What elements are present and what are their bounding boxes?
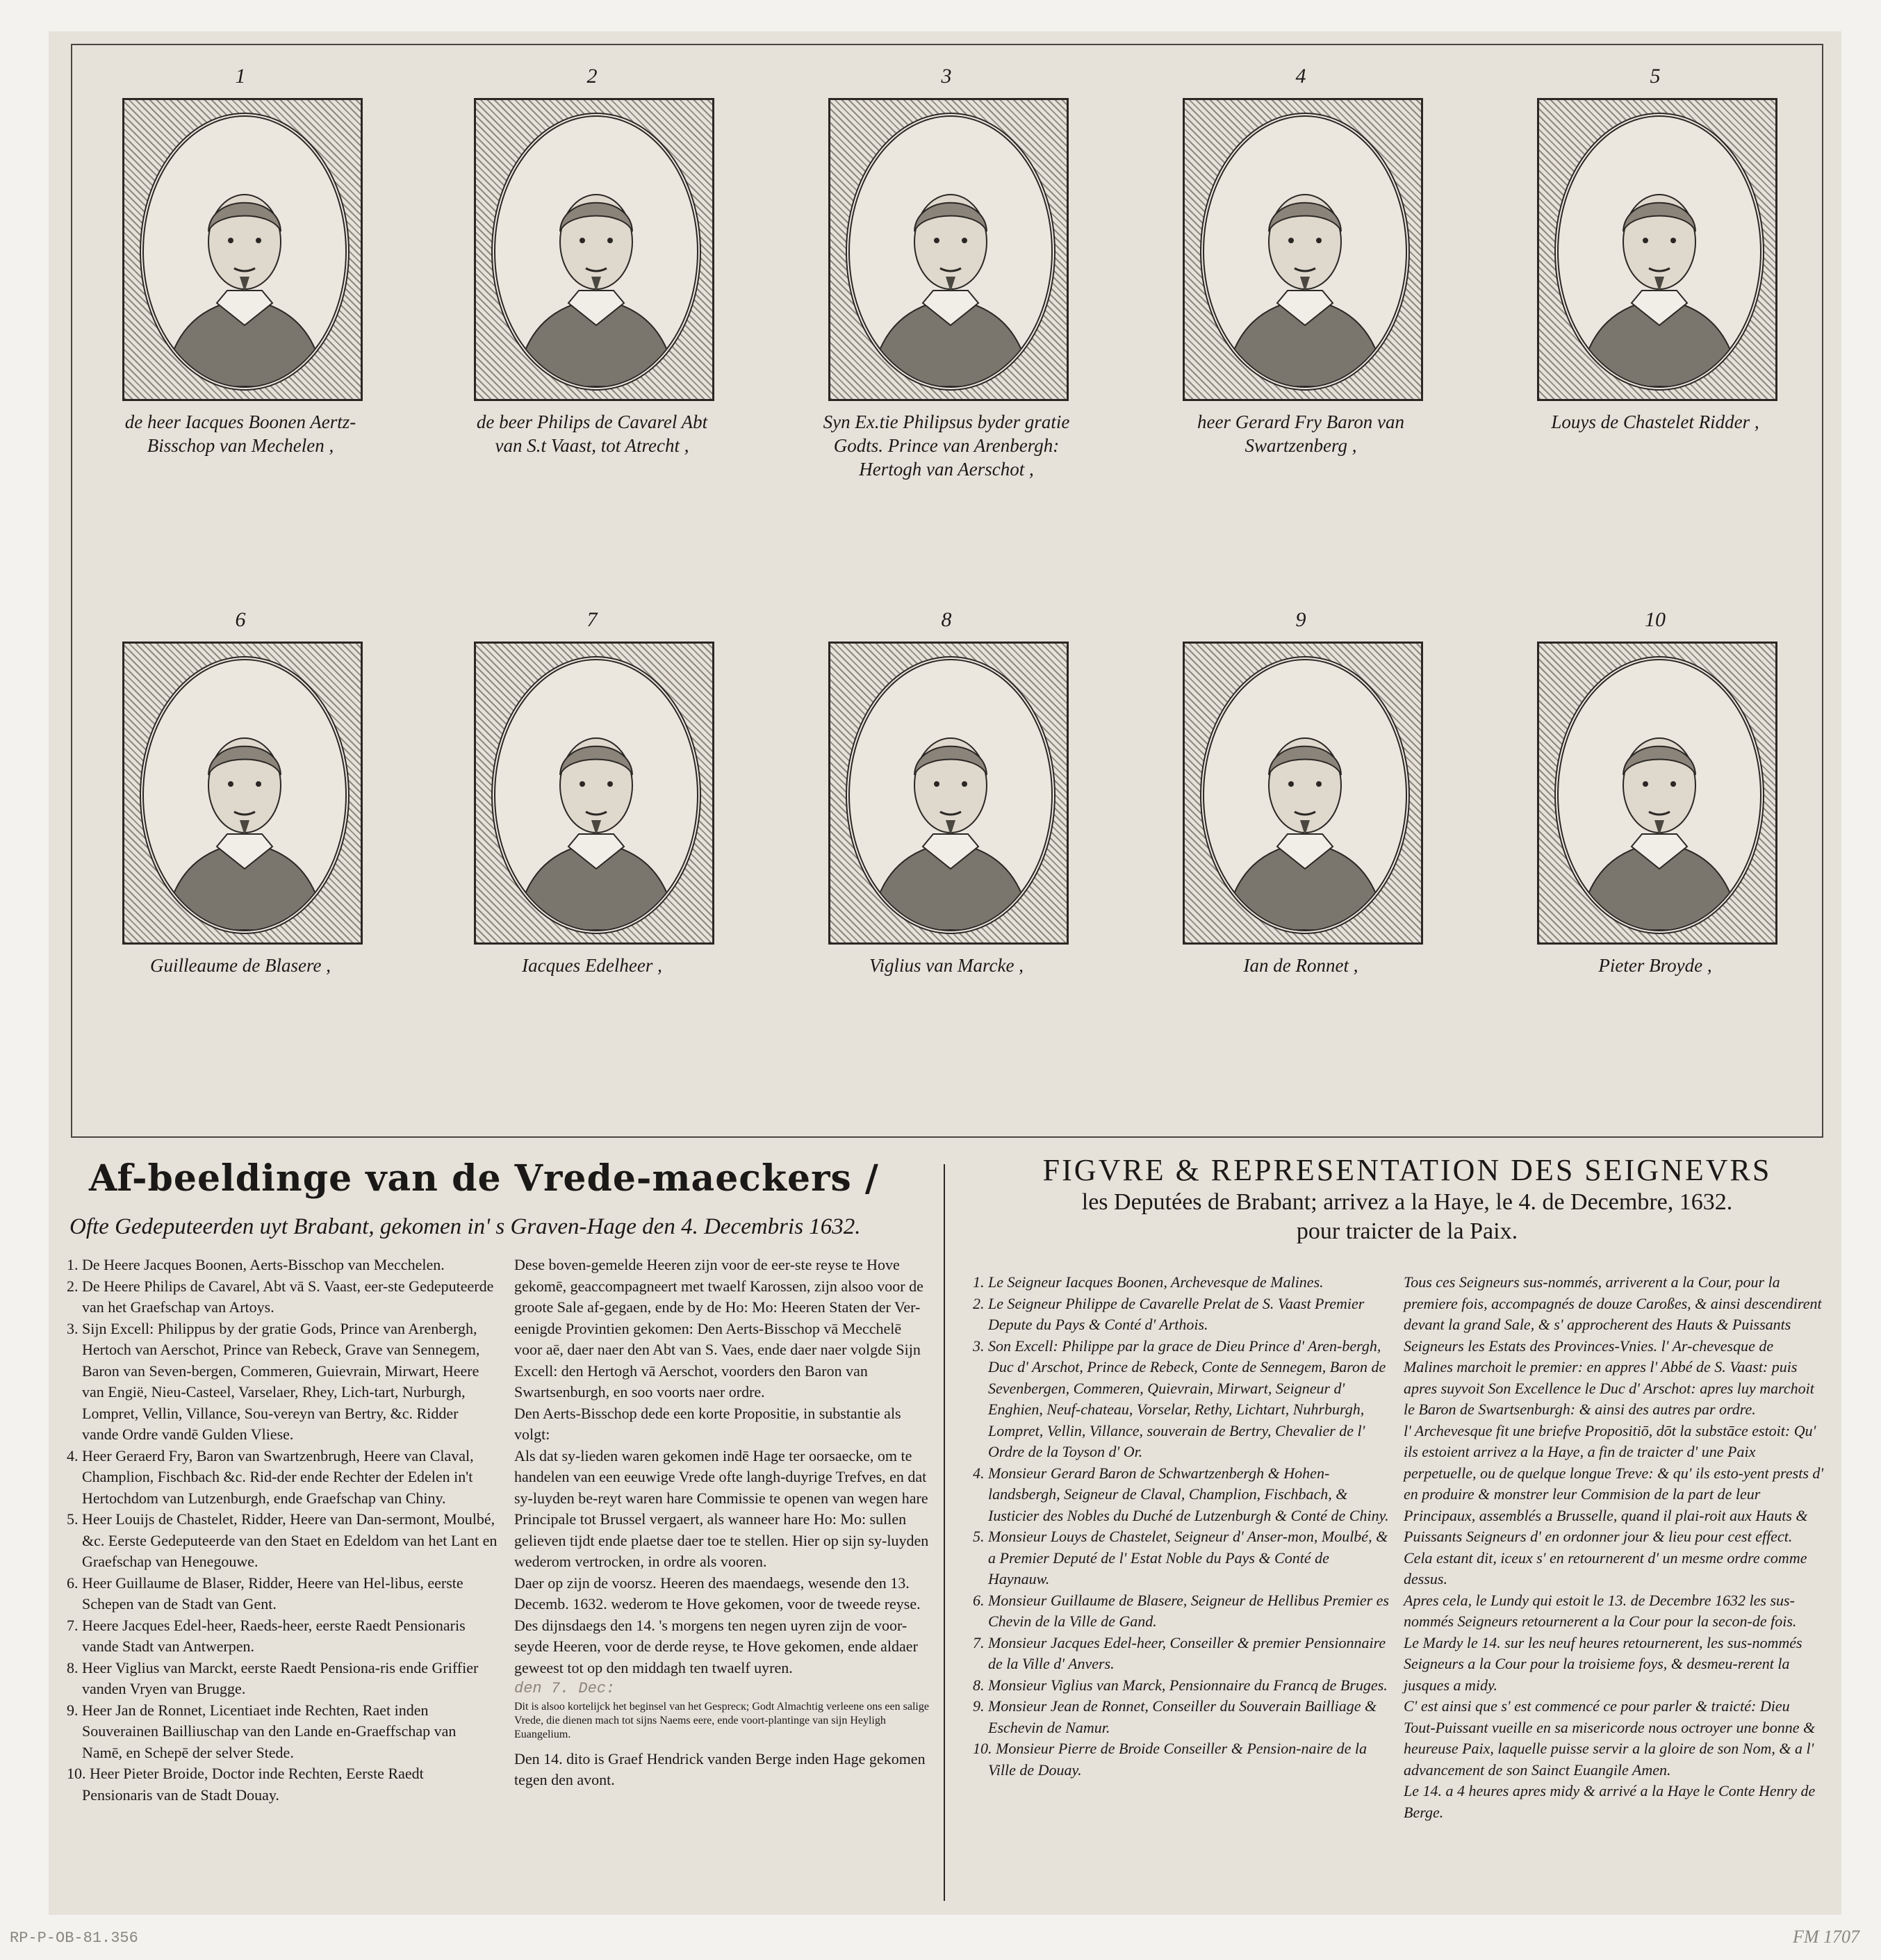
dutch-paragraph: Als dat sy-lieden waren gekomen indē Hage ter oorsaecke, om te handelen van een eeuwige Vrede ofte langh-duyrige Trefves, en dat sy-luyden be-reyt waren hare Commissie te openen van wegen hare Principale tot Brussel vergaert, als wanneer hare Ho: Mo: sullen gelieven tijdt ende plaetse daer toe te stellen. Hier op sijn sy-luyden wederom vertrocken, in ordre als vooren. <box>514 1446 929 1570</box>
inventory-stamp: RP-P-OB-81.356 <box>10 1929 138 1947</box>
portrait-frame <box>1537 642 1777 945</box>
portrait-frame <box>828 98 1069 401</box>
portrait-caption: Pieter Broyde , <box>1598 955 1712 976</box>
dutch-list-item: 3. Sijn Excell: Philippus by der gratie Gods, Prince van Arenbergh, Hertoch van Aerschot, Prince van Rebeck, Grave van Sennegem, Baron van Seven-bergen, Commeren, Guievrain, Mirwart, Heere van Engië, Nieu-Casteel, Varselaer, Rhey, Lich-tart, Nurburgh, Lompret, Vellin, Villance, Sou-vereyn van Bertry, &c. Ridder vande Ordre vandē Gulden Vliese. <box>67 1319 480 1443</box>
bust-icon <box>495 660 697 930</box>
portrait-oval <box>491 113 701 391</box>
dutch-list-item: 1. De Heere Jacques Boonen, Aerts-Bisschop van Mecchelen. <box>67 1256 445 1273</box>
portrait-oval <box>140 656 350 934</box>
bust-icon <box>1559 660 1760 930</box>
print-sheet <box>49 31 1841 1915</box>
dutch-list-item: 9. Heer Jan de Ronnet, Licentiaet inde Rechten, Raet inden Souverainen Bailliuschap van den Lande en-Graeffschap van Namē, en Schepē der selver Stede. <box>67 1701 457 1761</box>
bust-icon <box>144 117 345 386</box>
dutch-list-item: 6. Heer Guillaume de Blaser, Ridder, Heere van Hel-libus, eerste Schepen van de Stadt van Gent. <box>67 1574 463 1612</box>
portrait-oval <box>1554 656 1764 934</box>
portrait-oval <box>140 113 350 391</box>
portrait-oval <box>1554 113 1764 391</box>
dutch-list-item: 7. Heere Jacques Edel-heer, Raeds-heer, eerste Raedt Pensionaris vande Stadt van Antwerpen. <box>67 1616 466 1655</box>
portrait-frame <box>474 642 714 945</box>
dutch-paragraph: Den Aerts-Bisschop dede een korte Propositie, in substantie als volgt: <box>514 1404 901 1443</box>
portrait-number: 8 <box>941 608 952 631</box>
portrait-caption: Guilleaume de Blasere , <box>150 955 331 976</box>
dutch-subtitle: Ofte Gedeputeerden uyt Brabant, gekomen in' s Graven-Hage den 4. Decembris 1632. <box>69 1214 861 1239</box>
french-subtitle <box>973 1188 1841 1246</box>
portrait-number: 4 <box>1295 65 1306 88</box>
dutch-title: Af-beeldinge van de Vrede-maeckers / <box>89 1157 879 1200</box>
portrait-frame <box>1183 98 1423 401</box>
french-list-item: 5. Monsieur Louys de Chastelet, Seigneur d' Anser-mon, Moulbé, & a Premier Deputé de l' Estat Noble du Pays & Conté de Haynauw. <box>973 1528 1388 1587</box>
french-list-item: 8. Monsieur Viglius van Marck, Pensionnaire du Francq de Bruges. <box>973 1676 1388 1694</box>
dutch-list-item: 2. De Heere Philips de Cavarel, Abt vā S. Vaast, eer-ste Gedeputeerde van het Graefschap van Artoys. <box>67 1277 494 1316</box>
portrait-caption: Viglius van Marcke , <box>869 955 1024 976</box>
portrait-number: 6 <box>235 608 246 631</box>
portrait-frame <box>474 98 714 401</box>
bust-icon <box>495 117 697 386</box>
portrait-number: 3 <box>941 65 952 88</box>
french-list-item: 6. Monsieur Guillaume de Blasere, Seigneur de Hellibus Premier es Chevin de la Ville de Gand. <box>973 1591 1389 1630</box>
portrait-frame <box>828 642 1069 945</box>
bust-icon <box>1204 660 1406 930</box>
french-paragraph: Le 14. a 4 heures apres midy & arrivé a la Haye le Conte Henry de Berge. <box>1404 1782 1816 1821</box>
dutch-list-item: 8. Heer Viglius van Marckt, eerste Raedt Pensiona-ris ende Griffier vanden Vryen van Brugge. <box>67 1658 479 1697</box>
portrait-frame <box>122 642 363 945</box>
french-list-item: 4. Monsieur Gerard Baron de Schwartzenbergh & Hohen-landsbergh, Seigneur de Claval, Champlion, Fischbach, & Iusticier des Nobles du Duché de Lutzenburgh & Conté de Chiny. <box>973 1464 1389 1524</box>
portrait-plate <box>71 44 1823 1138</box>
portrait-oval <box>1200 113 1410 391</box>
portrait-frame <box>122 98 363 401</box>
column-divider <box>944 1164 945 1901</box>
dutch-list-item: 10. Heer Pieter Broide, Doctor inde Rechten, Eerste Raedt Pensionaris van de Stadt Douay. <box>67 1765 424 1804</box>
dutch-list <box>67 1255 498 1806</box>
dutch-list-item: 4. Heer Geraerd Fry, Baron van Swartzenbrugh, Heere van Claval, Champlion, Fischbach &c. Rid-der ende Rechter der Edelen in't Hertochdom van Lutzenburgh, ende Graefschap van Chiny. <box>67 1446 474 1507</box>
french-list-item: 3. Son Excell: Philippe par la grace de Dieu Prince d' Aren-bergh, Duc d' Arschot, Prince de Rebeck, Conte de Sennegem, Baron de Sevenbergen, Commeren, Quievrain, Mirwart, Seigneur d' Enghien, Neuf-chateau, Vorselar, Rethy, Lichtart, Nuhrburgh, Lompret, Vellin, Villance, souverain de Bertry, Chevalier de l' Ordre de la Toyson d' Or. <box>973 1337 1386 1460</box>
dutch-list-item: 5. Heer Louijs de Chastelet, Ridder, Heere van Dan-sermont, Moulbé, &c. Eerste Gedeputeerde van den Staet en Edeldom van het Lant en Graefschap van Henegouwe. <box>67 1510 498 1570</box>
french-list <box>973 1272 1390 1781</box>
text-area <box>49 1143 1841 1915</box>
portrait-caption: Louys de Chastelet Ridder , <box>1551 411 1759 432</box>
portrait-frame <box>1537 98 1777 401</box>
collection-mark: FM 1707 <box>1793 1927 1860 1947</box>
french-paragraph: C' est ainsi que s' est commencé ce pour parler & traicté: Dieu Tout-Puissant vueille en sa misericorde nous octroyer une bonne & heureuse Paix, laquelle puisse servir a la gloire de son Nom, & a l' advancement de son Sainct Euangile Amen. <box>1404 1697 1816 1779</box>
french-paragraph: Tous ces Seigneurs sus-nommés, arriverent a la Cour, pour la premiere fois, accompagnés de douze Caroßes, & ainsi descendirent devant la grand Sale, & s' approcherent des Hauts & Puissants Seigneurs les Estats des Provinces-Vnies. l' Ar-chevesque de Malines marchoit le premier: en appres l' Abbé de S. Vaast: puis apres suyvoit Son Excellence le Duc d' Arschot: apres luy marchoit le Baron de Swartsenburgh: & ainsi des autres par ordre. <box>1404 1273 1822 1418</box>
bust-icon <box>850 117 1051 386</box>
french-title: FIGVRE & REPRESENTATION DES SEIGNEVRS <box>1042 1153 1772 1187</box>
portrait-caption: de heer Iacques Boonen Aertz- Bisschop van Mechelen , <box>124 411 356 456</box>
portrait-oval <box>1200 656 1410 934</box>
dutch-last-paragraph: Den 14. dito is Graef Hendrick vanden Berge inden Hage gekomen tegen den avont. <box>514 1749 926 1788</box>
bust-icon <box>144 660 345 930</box>
portrait-caption: de beer Philips de Cavarel Abt van S.t Vaast, tot Atrecht , <box>476 411 708 456</box>
bust-icon <box>1204 117 1406 386</box>
french-list-item: 10. Monsieur Pierre de Broide Conseiller & Pension-naire de la Ville de Douay. <box>973 1740 1367 1779</box>
french-list-item: 7. Monsieur Jacques Edel-heer, Conseiller & premier Pensionnaire de la Ville d' Anvers. <box>973 1633 1386 1672</box>
portrait-oval <box>846 656 1056 934</box>
portrait-frame <box>1183 642 1423 945</box>
portrait-number: 5 <box>1650 65 1661 88</box>
portrait-caption: Syn Ex.tie Philipsus byder gratie Godts. Prince van Arenbergh: Hertogh van Aerschot , <box>823 411 1070 480</box>
portrait-number: 9 <box>1295 608 1306 631</box>
french-body <box>1404 1272 1824 1823</box>
dutch-small-print: Dit is alsoo kortelijck het beginsel van het Gesprecк; Godt Almachtig verleene ons een salige Vrede, die dienen mach tot sijns Naems eere, ende voort-plantinge van sijn Heyligh Euangelium. <box>514 1700 929 1740</box>
dutch-paragraph: Des dijnsdaegs den 14. 's morgens ten negen uyren zijn de voor-seyde Heeren, voor de derde reyse, te Hove gekomen, ende aldaer geweest tot op den middagh ten twaelf uyren. <box>514 1616 918 1676</box>
french-paragraph: Le Mardy le 14. sur les neuf heures retournerent, les sus-nommés Seigneurs a la Cour pour la troisieme foys, & desmeu-rerent la jusques a midy. <box>1404 1633 1802 1694</box>
portrait-number: 1 <box>235 65 246 88</box>
dutch-paragraph: Daer op zijn de voorsz. Heeren des maendaegs, wesende den 13. Decemb. 1632. wederom te Hove gekomen, voor de tweede reyse. <box>514 1574 921 1612</box>
portrait-caption: Ian de Ronnet , <box>1243 955 1358 976</box>
portrait-number: 10 <box>1645 608 1666 631</box>
portrait-oval <box>491 656 701 934</box>
bust-icon <box>850 660 1051 930</box>
french-subtitle-line-2: pour traicter de la Paix. <box>1296 1218 1518 1244</box>
bust-icon <box>1559 117 1760 386</box>
dutch-paragraph: Dese boven-gemelde Heeren zijn voor de eer-ste reyse te Hove gekomē, geaccompagneert met twaelf Karossen, zijn alsoo voor de groote Sale af-gegaen, ende by de Ho: Mo: Heeren Staten der Ver-eenigde Provintien gekomen: Den Aerts-Bisschop vā Mecchelē voor aē, daer naer den Abt van S. Vaes, ende daer naer volgde Sijn Excell: den Hertogh vā Aerschot, voorders den Baron van Swartsenburgh, en soo voorts naer ordre. <box>514 1256 923 1400</box>
french-paragraph: Apres cela, le Lundy qui estoit le 13. de Decembre 1632 les sus-nommés Seigneurs retournerent a la Cour pour la secon-de fois. <box>1404 1591 1797 1630</box>
portrait-oval <box>846 113 1056 391</box>
french-paragraph: l' Archevesque fit une briefve Propositiō, dōt la substāce estoit: Qu' ils estoient arrivez a la Haye, a fin de traicter d' une Paix perpetuelle, ou de quelque longue Treve: & qu' ils esto-yent prests d' en produire & monstrer leur Commision de la part de leur Principaux, assemblés a Brusselle, quand il plai-roit aux Hauts & Puissants Seigneurs d' en ordonner jour & lieu pour cest effect. Cela estant dit, iceux s' en retournerent d' un mesme ordre comme dessus. <box>1404 1421 1824 1587</box>
portrait-caption: Iacques Edelheer , <box>522 955 662 976</box>
french-subtitle-line-1: les Deputées de Brabant; arrivez a la Haye, le 4. de Decembre, 1632. <box>1081 1189 1733 1215</box>
portrait-number: 2 <box>586 65 598 88</box>
handwritten-note: den 7. Dec: <box>514 1680 616 1697</box>
french-list-item: 9. Monsieur Jean de Ronnet, Conseiller du Souverain Bailliage & Eschevin de Namur. <box>973 1697 1377 1736</box>
french-list-item: 1. Le Seigneur Iacques Boonen, Archevesque de Malines. <box>973 1273 1324 1291</box>
portrait-number: 7 <box>586 608 598 631</box>
french-list-item: 2. Le Seigneur Philippe de Cavarelle Prelat de S. Vaast Premier Depute du Pays & Conté d' Arthois. <box>973 1294 1365 1333</box>
portrait-caption: heer Gerard Fry Baron van Swartzenberg , <box>1197 411 1404 456</box>
dutch-body <box>514 1255 931 1791</box>
